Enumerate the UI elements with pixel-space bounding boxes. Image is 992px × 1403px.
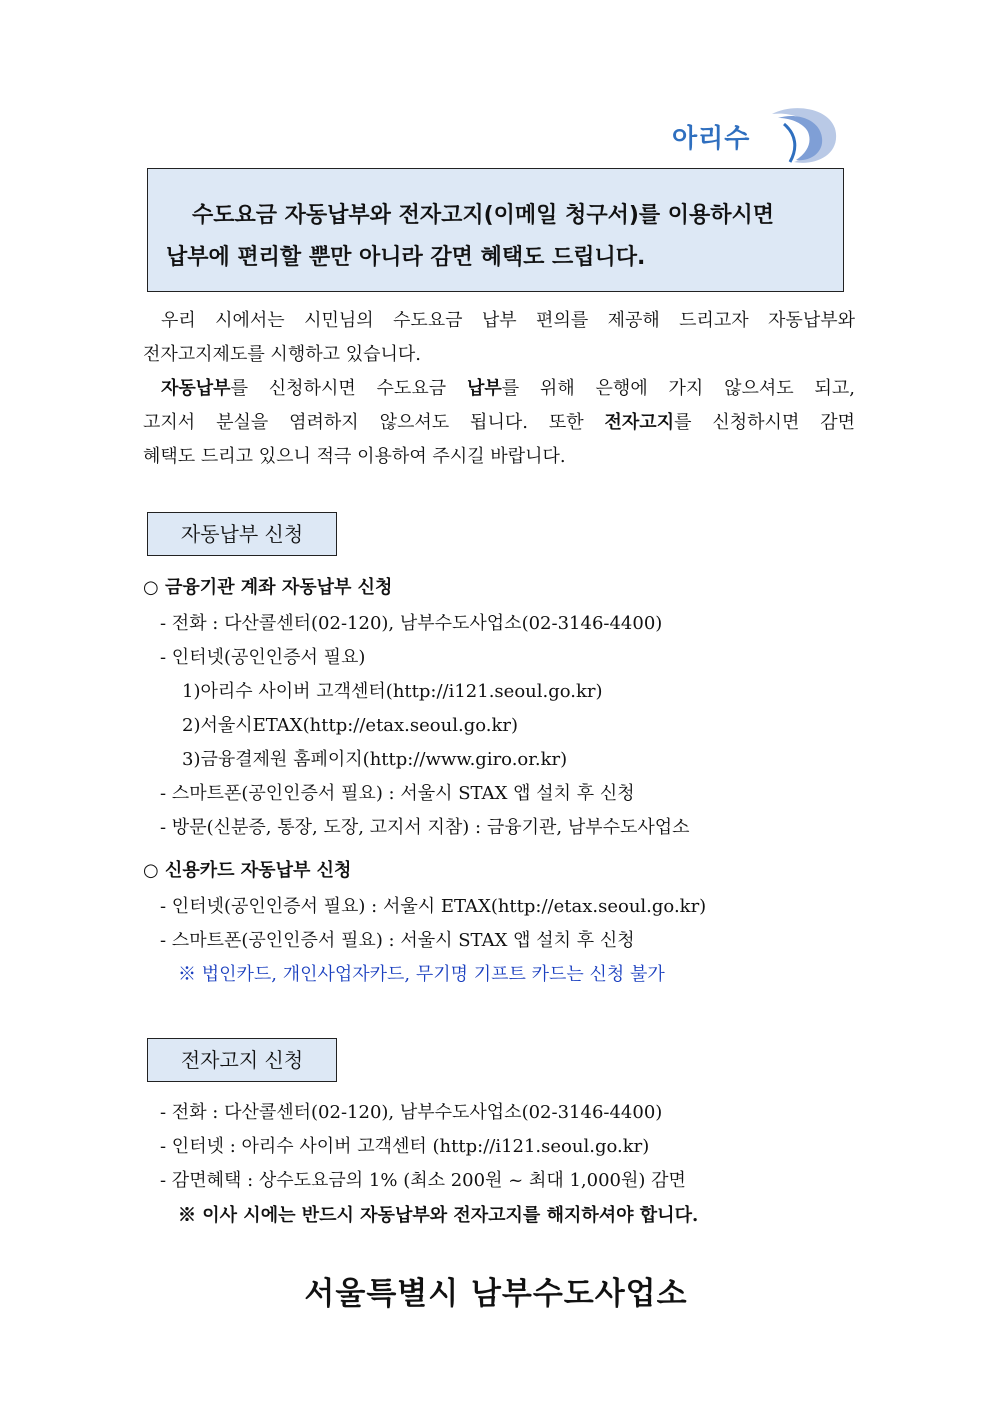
ebill-item-phone: - 전화 : 다산콜센터(02-120), 남부수도사업소(02-3146-4400) [160,1102,663,1123]
autopay-section-title: 자동납부 신청 [147,512,337,556]
bank-item-internet-3: 3)금융결제원 홈페이지(http://www.giro.or.kr) [182,749,568,770]
card-item-smartphone: - 스마트폰(공인인증서 필요) : 서울시 STAX 앱 설치 후 신청 [160,930,635,951]
arisu-logo [668,100,848,170]
card-note: ※ 법인카드, 개인사업자카드, 무기명 기프트 카드는 신청 불가 [178,964,665,985]
ebill-item-discount: - 감면혜택 : 상수도요금의 1% (최소 200원 ~ 최대 1,000원) 감면 [160,1170,686,1191]
logo-text: 아리수 [672,124,751,154]
banner-line-2: 납부에 편리할 뿐만 아니라 감면 혜택도 드립니다. [166,245,646,270]
intro-text [143,304,855,474]
bank-item-internet-1: 1)아리수 사이버 고객센터(http://i121.seoul.go.kr) [182,681,603,702]
water-drop-icon [764,104,844,168]
bold-ebill: 전자고지 [604,412,675,433]
bank-item-internet-2: 2)서울시ETAX(http://etax.seoul.go.kr) [182,715,518,736]
intro-line-3-b: 를 위해 은행에 가지 않으셔도 되고, [501,378,856,399]
bank-item-phone: - 전화 : 다산콜센터(02-120), 남부수도사업소(02-3146-4400) [160,613,663,634]
bank-item-internet: - 인터넷(공인인증서 필요) [160,647,366,668]
card-autopay-heading: ○ 신용카드 자동납부 신청 [143,860,352,881]
intro-line-4 [143,406,855,440]
intro-line-4-b: 를 신청하시면 감면 [674,412,856,433]
bank-item-visit: - 방문(신분증, 통장, 도장, 고지서 지참) : 금융기관, 남부수도사업소 [160,817,690,838]
banner-line-1: 수도요금 자동납부와 전자고지(이메일 청구서)를 이용하시면 [192,203,775,228]
ebill-section-title: 전자고지 신청 [147,1038,337,1082]
bank-item-smartphone: - 스마트폰(공인인증서 필요) : 서울시 STAX 앱 설치 후 신청 [160,783,635,804]
intro-line-1: 우리 시에서는 시민님의 수도요금 납부 편의를 제공해 드리고자 자동납부와 [161,310,855,331]
intro-line-3-a: 를 신청하시면 수도요금 [230,378,467,399]
intro-line-3 [143,372,855,406]
card-item-internet: - 인터넷(공인인증서 필요) : 서울시 ETAX(http://etax.seoul.go.kr) [160,896,707,917]
bold-autopay: 자동납부 [161,378,231,399]
bank-autopay-heading: ○ 금융기관 계좌 자동납부 신청 [143,577,393,598]
org-footer: 서울특별시 남부수도사업소 [304,1276,688,1312]
intro-line-4-a: 고지서 분실을 염려하지 않으셔도 됩니다. 또한 [143,412,605,433]
ebill-note: ※ 이사 시에는 반드시 자동납부와 전자고지를 해지하셔야 합니다. [178,1205,699,1226]
headline-banner [147,168,844,292]
ebill-item-internet: - 인터넷 : 아리수 사이버 고객센터 (http://i121.seoul.go.kr) [160,1136,650,1157]
intro-line-5: 혜택도 드리고 있으니 적극 이용하여 주시길 바랍니다. [143,446,566,467]
intro-line-2: 전자고지제도를 시행하고 있습니다. [143,344,421,365]
bold-payment: 납부 [466,378,502,399]
